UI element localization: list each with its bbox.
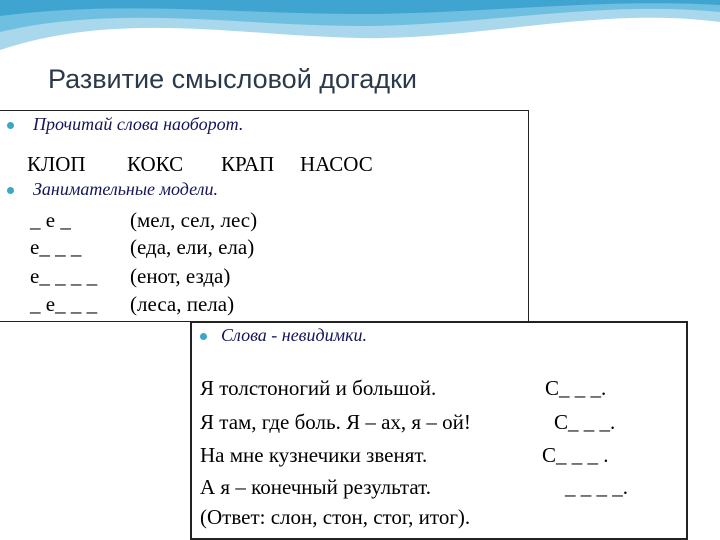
- riddle-blank: С_ _ _ .: [542, 443, 609, 467]
- riddle-line: Я толстоногий и большой.: [200, 376, 437, 400]
- bullet-icon: [7, 187, 14, 194]
- word-3: КРАП: [221, 152, 275, 176]
- model-pattern: _ е _: [30, 208, 71, 232]
- riddle-blank: _ _ _ _.: [565, 475, 628, 499]
- task2-heading: Занимательные модели.: [33, 179, 218, 199]
- slide-title: Развитие смысловой догадки: [48, 64, 417, 94]
- model-examples: (еда, ели, ела): [130, 235, 255, 259]
- model-pattern: е_ _ _: [30, 235, 82, 259]
- model-pattern: е_ _ _ _: [30, 264, 98, 288]
- model-examples: (леса, пела): [130, 292, 235, 316]
- word-4: НАСОС: [300, 152, 373, 176]
- riddle-line: А я – конечный результат.: [200, 475, 431, 499]
- riddle-line: Я там, где боль. Я – ах, я – ой!: [200, 410, 471, 434]
- bullet-icon: [7, 122, 14, 129]
- answer-line: (Ответ: слон, стон, стог, итог).: [200, 505, 471, 529]
- exercise-box-reading: [0, 110, 529, 322]
- riddle-line: На мне кузнечики звенят.: [200, 443, 428, 467]
- task1-heading: Прочитай слова наоборот.: [33, 114, 244, 134]
- word-1: КЛОП: [27, 152, 86, 176]
- riddle-blank: С_ _ _.: [545, 376, 607, 400]
- model-examples: (мел, сел, лес): [130, 208, 258, 232]
- model-pattern: _ е_ _ _: [30, 292, 98, 316]
- riddle-blank: С_ _ _.: [554, 410, 616, 434]
- header-wave-decoration: [0, 0, 720, 60]
- model-examples: (енот, езда): [130, 264, 231, 288]
- task3-heading: Слова - невидимки.: [221, 325, 368, 345]
- bullet-icon: [200, 333, 207, 340]
- word-2: КОКС: [127, 152, 184, 176]
